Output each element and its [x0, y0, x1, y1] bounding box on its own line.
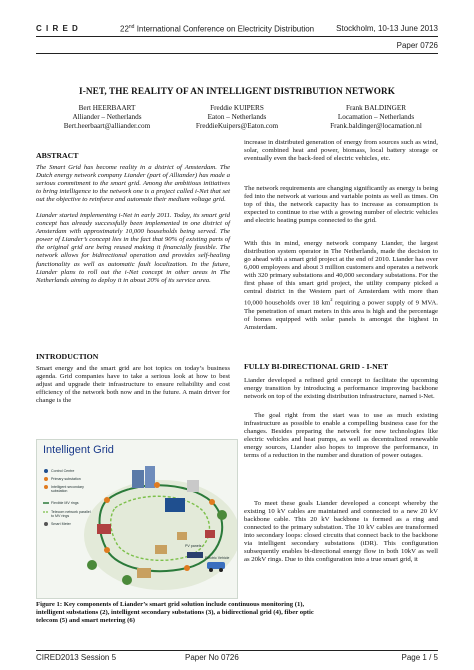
conference-acronym: C I R E D: [36, 24, 79, 33]
footer-session: CIRED2013 Session 5: [36, 653, 117, 662]
right-column-paragraph-1: increase in distributed generation of energy from sources such as wind, solar, combined heat and power, biomass, local battery storage or eventually even the back-feed of electric vehicles, etc.: [244, 139, 438, 163]
right-column-paragraph-2: The network requirements are changing significantly as energy is being fed into the network at various and variable points as well as times. On top of this, the network capacity has to increase as consumption is expected to continue to rise with a growing number of electric vehicles and electric heating pumps connected to the grid.: [244, 185, 438, 225]
header-rule: [36, 36, 438, 37]
paper-id: Paper 0726: [396, 41, 438, 50]
legend-control-centre: Control Centre: [51, 469, 75, 473]
bidirectional-grid-heading: FULLY BI-DIRECTIONAL GRID - I-NET: [244, 362, 389, 371]
right-column-paragraph-4: Liander developed a refined grid concept to facilitate the upcoming energy transition by introducing a performance improving backbone network on top of the existing distribution infrastructure, named i-Net.: [244, 377, 438, 401]
introduction-heading: INTRODUCTION: [36, 352, 99, 361]
intelligent-grid-figure: [36, 439, 238, 599]
grid-illustration: [37, 440, 237, 598]
conference-name: 22nd International Conference on Electricity Distribution: [120, 24, 315, 34]
abstract-paragraph-1: The Smart Grid has become reality in a district of Amsterdam. The Dutch energy network company Liander (part of Alliander) has made a serious commitment to the smart grid. Among the ambitious initiatives to bring intelligence to the network one is a project called i-Net that set out the objective to reinforce and automate their medium voltage grid.: [36, 164, 230, 204]
author-3: Frank BALDINGER Locamation – Netherlands Frank.baldinger@locamation.nl: [330, 104, 422, 130]
legend-intelligent-secondary-substation: Intelligent secondary substation: [51, 485, 84, 493]
label-pv-panels: PV panels: [185, 544, 202, 548]
right-column-paragraph-5: The goal right from the start was to use as much existing infrastructure as possible to enable a compelling business case for the changes. Besides preparing the network for new technologies like electric vehicles and heat pumps, as well as decentralized renewable energy sources, Liander also hopes to improve the performance, in terms of a reduction in the number and duration of power outages.: [244, 412, 438, 460]
legend-flexible-mv-rings: Flexible MV rings: [51, 501, 79, 505]
footer-rule: [36, 650, 438, 651]
author-1: Bert HEERBAART Alliander – Netherlands Bert.heerbaart@alliander.com: [63, 104, 151, 130]
header-rule-2: [36, 53, 438, 54]
legend-smart-meter: Smart Meter: [51, 522, 71, 526]
paper-title: I-NET, THE REALITY OF AN INTELLIGENT DISTRIBUTION NETWORK: [79, 86, 395, 96]
right-column-paragraph-3: With this in mind, energy network company Liander, the largest distribution system operator in The Netherlands, made the decision to go ahead with a smart grid project at the end of 2010. Liander has over 6,000 employees and about 3 million customers and operates a network with 320 primary substations and 40,000 secondary substations. For the first phase of this smart grid project, the utility company picked a central district in the Western part of Amsterdam with more than 10,000 households over 18 $km^2$ requiring a power supply of 9 MVA. The penetration of smart meters in this area is high and the percentage of homes equipped with solar panels is amongst the highest in Amsterdam.: [244, 240, 438, 331]
abstract-heading: ABSTRACT: [36, 151, 79, 160]
conference-location-date: Stockholm, 10-13 June 2013: [336, 24, 438, 33]
right-column-paragraph-6: To meet these goals Liander developed a concept whereby the existing 10 kV cables are maintained and connected to a new 20 kV backbone cable. This 20 kV backbone is formed as a ring and connected to the primary substation. The 10 kV cables are transformed into secondary loops: closed circuits that connect back to the backbone via intelligent secondary substations (iDR). This configuration subsequently enables bi-directional energy flow in both 10kV as well as 20kV rings. Due to this configuration into a true smart grid, it: [244, 500, 438, 564]
abstract-paragraph-2: Liander started implementing i-Net in early 2011. Today, its smart grid concept has already successfully been implemented in one district of Amsterdam with approximately 10,000 households being served. The power of Liander’s concept lies in the fact that 90% of existing parts of the original grid are being reused making it financially feasible. The network allows for bidirectional operation and provides self-healing functionality as well as automatic fault localization. In the future, Liander plans to roll out the i-Net concept in other areas in The Netherlands aiming to deploy it in about 20% of its service area.: [36, 212, 230, 284]
footer-page-number: Page 1 / 5: [401, 653, 438, 662]
footer-paper-number: Paper No 0726: [185, 653, 239, 662]
label-electric-vehicle: Electric Vehicle: [205, 556, 230, 560]
legend-primary-substation: Primary substation: [51, 477, 81, 481]
abstract-body: [36, 164, 230, 285]
author-2: Freddie KUIPERS Eaton – Netherlands FreddieKuipers@Eaton.com: [195, 104, 279, 130]
legend-telecom-network: Telecom network parallel to MV rings: [51, 510, 91, 518]
introduction-paragraph-1: Smart energy and the smart grid are hot topics on today’s business agenda. Grid companies have to take a serious look at how to best adjust and upgrade their infrastructure to ensure reliability and cost efficiency of the network both now and in the future. A main driver for change is the: [36, 365, 230, 405]
figure-title: Intelligent Grid: [43, 444, 114, 456]
figure-caption: Figure 1: Key components of Liander’s smart grid solution include continuous monitoring (1), intelligent substations (2), intelligent secondary substations (3), a bidirectional grid (4), fiber optic telecom (5) and smart metering (6): [36, 601, 314, 624]
